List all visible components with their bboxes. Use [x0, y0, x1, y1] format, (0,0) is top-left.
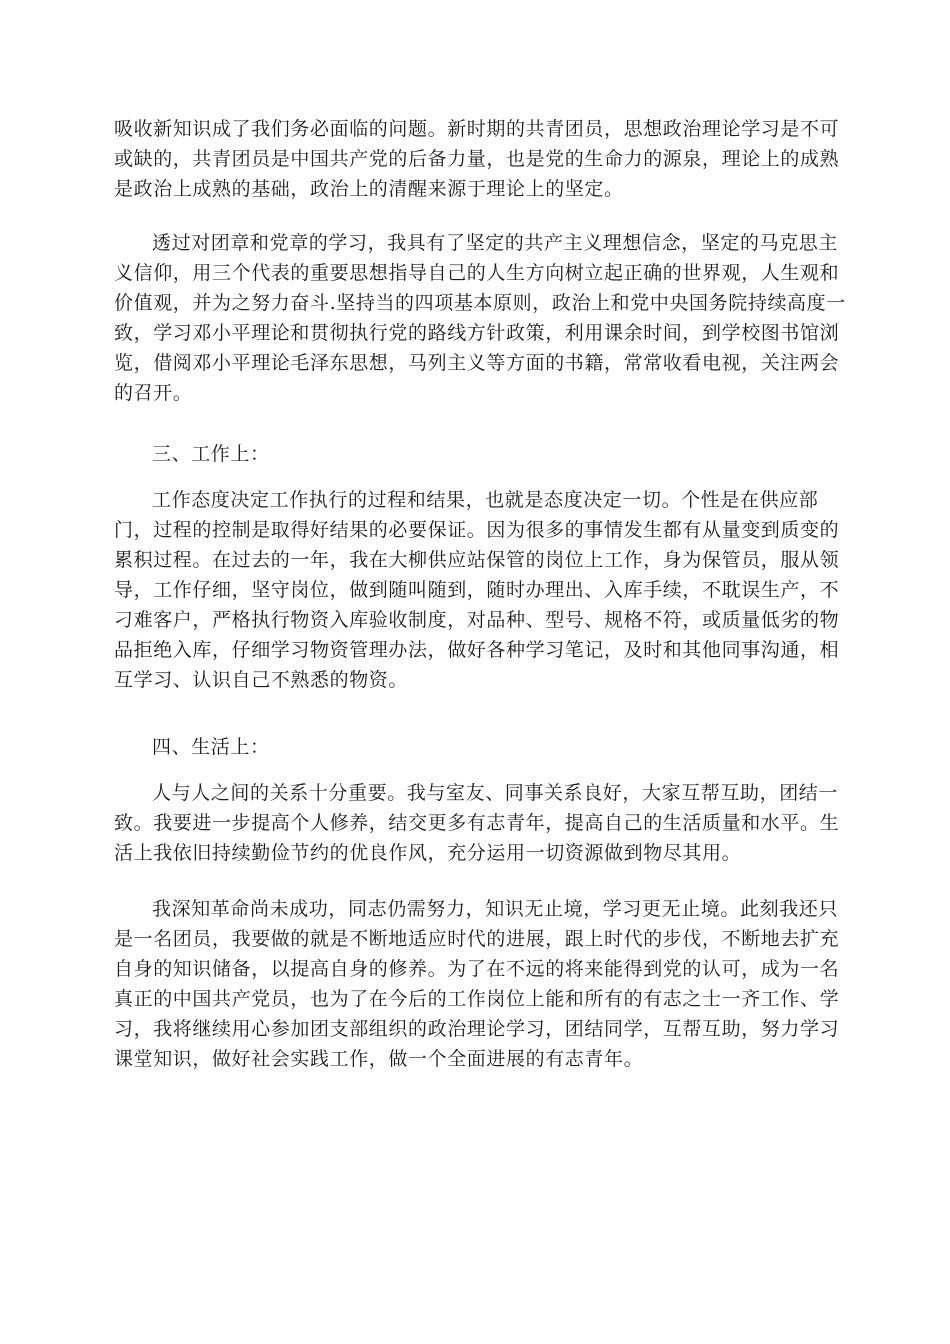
paragraph-3-line-7: 互学习、认识自己不熟悉的物资。	[114, 669, 409, 691]
paragraph-3	[114, 485, 840, 695]
paragraph-4-line-2: 致。我要进一步提高个人修养，结交更多有志青年，提高自己的生活质量和水平。生	[114, 812, 840, 834]
paragraph-5-line-1: 我深知革命尚未成功，同志仍需努力，知识无止境，学习更无止境。此刻我还只	[152, 898, 839, 920]
paragraph-4-line-1: 人与人之间的关系十分重要。我与室友、同事关系良好，大家互帮互助，团结一	[152, 782, 839, 804]
paragraph-5-line-3: 自身的知识储备，以提高自身的修养。为了在不远的将来能得到党的认可，成为一名	[114, 958, 840, 980]
paragraph-3-line-6: 品拒绝入库，仔细学习物资管理办法，做好各种学习笔记，及时和其他同事沟通，相	[114, 639, 840, 661]
paragraph-3-line-1: 工作态度决定工作执行的过程和结果，也就是态度决定一切。个性是在供应部	[152, 489, 819, 511]
paragraph-2-line-3: 价值观，并为之努力奋斗.坚持当的四项基本原则，政治上和党中央国务院持续高度一	[114, 292, 846, 314]
paragraph-4	[114, 778, 840, 868]
paragraph-5	[114, 894, 840, 1074]
paragraph-2-line-4: 致，学习邓小平理论和贯彻执行党的路线方针政策，利用课余时间，到学校图书馆浏	[114, 322, 840, 344]
section-heading-life: 四、生活上：	[152, 736, 270, 758]
paragraph-1	[114, 114, 840, 204]
paragraph-2-line-2: 义信仰，用三个代表的重要思想指导自己的人生方向树立起正确的世界观，人生观和	[114, 262, 840, 284]
paragraph-3-line-5: 刁难客户，严格执行物资入库验收制度，对品种、型号、规格不符，或质量低劣的物	[114, 609, 840, 631]
paragraph-2-line-6: 的召开。	[114, 382, 193, 404]
paragraph-4-line-3: 活上我依旧持续勤俭节约的优良作风，充分运用一切资源做到物尽其用。	[114, 842, 742, 864]
paragraph-1-line-2: 或缺的，共青团员是中国共产党的后备力量，也是党的生命力的源泉，理论上的成熟	[114, 148, 840, 170]
paragraph-5-line-6: 课堂知识，做好社会实践工作，做一个全面进展的有志青年。	[114, 1048, 644, 1070]
paragraph-5-line-2: 是一名团员，我要做的就是不断地适应时代的进展，跟上时代的步伐，不断地去扩充	[114, 928, 840, 950]
paragraph-3-line-2: 门，过程的控制是取得好结果的必要保证。因为很多的事情发生都有从量变到质变的	[114, 519, 840, 541]
paragraph-5-line-4: 真正的中国共产党员，也为了在今后的工作岗位上能和所有的有志之士一齐工作、学	[114, 988, 840, 1010]
paragraph-2-line-1: 透过对团章和党章的学习，我具有了坚定的共产主义理想信念，坚定的马克思主	[152, 232, 839, 254]
paragraph-3-line-4: 导，工作仔细，坚守岗位，做到随叫随到，随时办理出、入库手续，不耽误生产，不	[114, 579, 840, 601]
paragraph-3-line-3: 累积过程。在过去的一年，我在大柳供应站保管的岗位上工作，身为保管员，服从领	[114, 549, 840, 571]
paragraph-5-line-5: 习，我将继续用心参加团支部组织的政治理论学习，团结同学，互帮互助，努力学习	[114, 1018, 840, 1040]
paragraph-2	[114, 228, 846, 408]
section-heading-work: 三、工作上：	[152, 443, 270, 465]
paragraph-1-line-1: 吸收新知识成了我们务必面临的问题。新时期的共青团员，思想政治理论学习是不可	[114, 118, 840, 140]
paragraph-1-line-3: 是政治上成熟的基础，政治上的清醒来源于理论上的坚定。	[114, 178, 624, 200]
paragraph-2-line-5: 览，借阅邓小平理论毛泽东思想，马列主义等方面的书籍，常常收看电视，关注两会	[114, 352, 840, 374]
